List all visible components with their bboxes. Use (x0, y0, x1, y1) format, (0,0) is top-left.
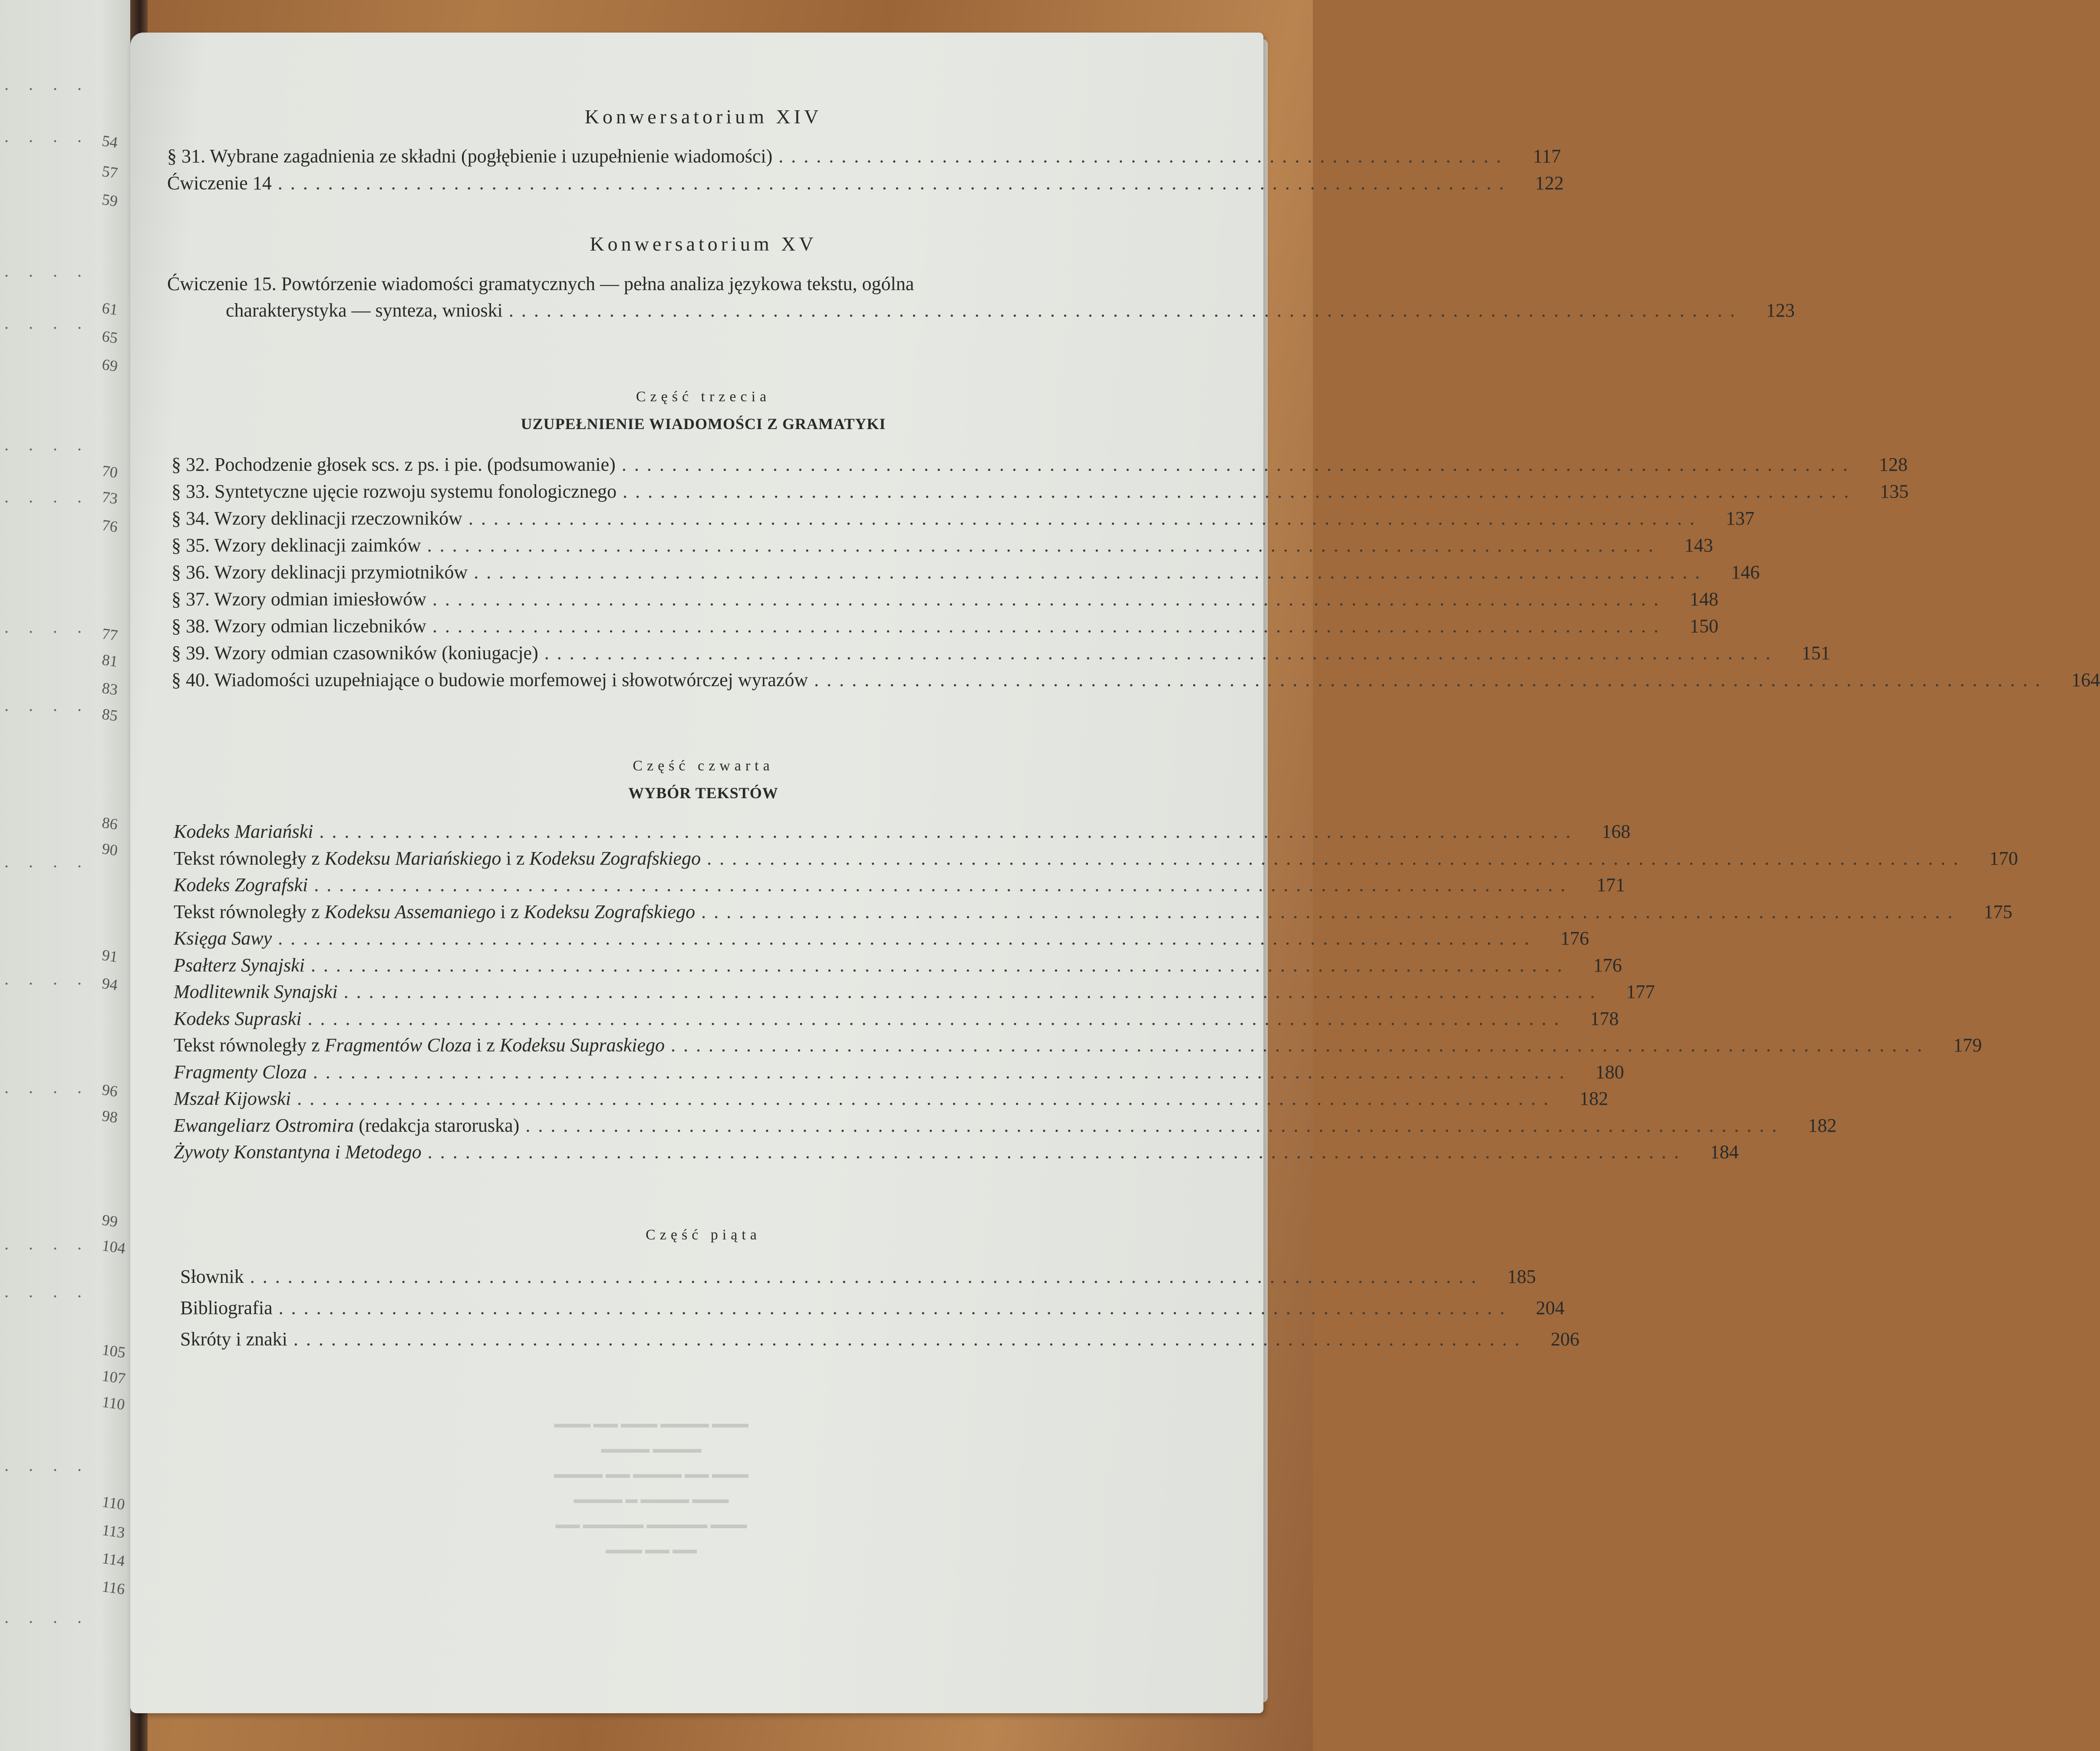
toc-entry-page: 150 (1689, 615, 1718, 637)
toc-entry-title: § 40. Wiadomości uzupełniające o budowie morfemowej i słowotwórczej wyrazów (171, 669, 808, 690)
toc-entry (171, 557, 1760, 583)
leader-dots: .................................................................................................... (278, 928, 1537, 949)
left-page-number: 99 (101, 1211, 119, 1231)
leader-dots: .................................................................................................. (623, 481, 1857, 502)
toc-entry-page: 122 (1535, 172, 1564, 194)
toc-entry-page: 123 (1766, 300, 1795, 321)
part-label-four: Część czwarta (633, 758, 774, 774)
leader-dots: .................................................................................................... (427, 1141, 1687, 1163)
left-page-number: 113 (101, 1521, 126, 1542)
toc-entry-page: 128 (1879, 454, 1908, 475)
left-page-number: 77 (101, 624, 119, 644)
leader-dots: .................................................................................................... (707, 847, 1966, 869)
toc-entry-title (174, 1008, 302, 1030)
leader-dots: .................................................................................................. (814, 669, 2048, 690)
toc-entry-title: § 38. Wzory odmian liczebników (171, 615, 426, 637)
toc-entry-title: § 36. Wzory deklinacji przymiotników (171, 562, 468, 583)
italic-title-segment: Psałterz Synajski (174, 954, 305, 976)
leader-dots: . . . . (4, 1282, 89, 1301)
leader-dots: . . . . (4, 1077, 89, 1097)
show-through-imprint: ▬▬▬ ▬▬▬▬ ▬▬▬ ▬▬ ▬▬▬ ▬▬▬▬ ▬▬▬▬ ▬▬▬ ▬▬ ▬▬▬▬ ▬▬ ▬▬▬▬ ▬▬▬ ▬▬▬▬ ▬ ▬▬▬▬ ▬▬▬ ▬▬▬▬▬ ▬▬▬▬▬ ▬▬ ▬▬ ▬▬ ▬▬▬ (554, 1417, 748, 1556)
toc-entry (171, 611, 1718, 637)
toc-entry-title (174, 820, 313, 842)
toc-entry (180, 1262, 1536, 1288)
toc-entry (180, 1324, 1579, 1350)
title-segment: i z (495, 901, 524, 922)
left-page (0, 0, 135, 1751)
leader-dots: .................................................................................................. (250, 1266, 1484, 1287)
toc-entry (180, 1293, 1565, 1319)
left-page-number: 54 (101, 132, 119, 152)
italic-title-segment: Kodeks Mariański (174, 821, 313, 842)
italic-title-segment: Mszał Kijowski (174, 1088, 291, 1109)
toc-entry-page: 182 (1579, 1088, 1609, 1109)
toc-entry-title: Ćwiczenie 14 (167, 172, 272, 194)
leader-dots: .................................................................................................. (544, 642, 1778, 664)
toc-entry (171, 503, 1754, 529)
title-segment: Tekst równoległy z (174, 847, 325, 869)
leader-dots: . . . . (4, 261, 89, 281)
toc-entry-page: 170 (1989, 847, 2018, 869)
title-segment: i z (471, 1034, 500, 1056)
toc-entry (171, 476, 1909, 502)
left-page-number: 73 (101, 488, 119, 508)
leader-dots: . . . . (4, 126, 89, 146)
toc-entry (167, 168, 1564, 194)
toc-entry-title: § 31. Wybrane zagadnienia ze składni (pogłębienie i uzupełnienie wiadomości) (167, 145, 773, 167)
leader-dots: .................................................................................................... (307, 1008, 1567, 1029)
toc-entry-page: 143 (1684, 535, 1713, 556)
toc-entry (171, 584, 1718, 610)
left-page-number: 85 (101, 705, 119, 725)
italic-title-segment: Modlitewnik Synajski (174, 981, 338, 1002)
toc-entry (174, 1004, 1619, 1030)
toc-entry-title (174, 901, 695, 923)
leader-dots: .................................................................................................. (432, 588, 1666, 610)
leader-dots: . . . . (4, 1455, 89, 1475)
toc-entry-page: 171 (1596, 874, 1625, 895)
left-page-number: 98 (101, 1107, 119, 1127)
toc-entry (174, 1084, 1609, 1110)
toc-entry-page: 148 (1690, 588, 1718, 610)
toc-entry-page: 135 (1880, 481, 1909, 502)
toc-entry-title: Bibliografia (180, 1297, 273, 1318)
leader-dots: .................................................................................................... (525, 1114, 1785, 1136)
left-page-number: 105 (101, 1341, 127, 1361)
leader-dots: .................................................................................................. (293, 1328, 1527, 1350)
toc-entry (171, 530, 1713, 556)
italic-title-segment: Księga Sawy (174, 928, 272, 949)
left-page-number: 69 (101, 355, 119, 375)
left-page-number: 61 (101, 299, 119, 319)
toc-entry-title-continued: charakterystyka — synteza, wnioski (226, 300, 503, 321)
leader-dots: .................................................................................................... (343, 981, 1603, 1002)
leader-dots: .................................................................................................... (319, 821, 1579, 842)
italic-title-segment: Kodeksu Supraskiego (499, 1034, 665, 1056)
left-page-number: 81 (101, 651, 119, 671)
left-page-number: 59 (101, 190, 119, 210)
toc-entry (174, 950, 1622, 976)
toc-entry-title (174, 981, 338, 1003)
left-page-number: 114 (101, 1549, 126, 1570)
part-title-four: WYBÓR TEKSTÓW (628, 784, 778, 802)
toc-entry-page: 177 (1626, 981, 1655, 1002)
toc-entry (174, 1137, 1739, 1163)
toc-entry-page: 176 (1593, 954, 1622, 976)
toc-entry-page: 146 (1731, 562, 1760, 583)
leader-dots: . . . . (4, 695, 89, 715)
left-page-number: 76 (101, 516, 119, 536)
toc-entry (174, 843, 2018, 869)
toc-entry-title: § 39. Wzory odmian czasowników (koniugacje) (171, 642, 538, 664)
toc-entry-page: 178 (1590, 1008, 1619, 1029)
toc-entry-title (174, 847, 701, 869)
left-page-number: 116 (101, 1577, 126, 1598)
left-page-number: 104 (101, 1236, 127, 1257)
toc-entry-title: § 37. Wzory odmian imiesłowów (171, 588, 426, 610)
leader-dots: .................................................................................................... (313, 1061, 1572, 1083)
italic-title-segment: Żywoty Konstantyna i Metodego (174, 1141, 422, 1163)
part-title-three: UZUPEŁNIENIE WIADOMOŚCI Z GRAMATYKI (521, 415, 886, 433)
leader-dots: .................................................................................................. (468, 508, 1702, 529)
toc-entry-title: § 34. Wzory deklinacji rzeczowników (171, 508, 462, 529)
toc-entry-page: 179 (1953, 1034, 1982, 1056)
left-page-number: 91 (101, 946, 119, 966)
toc-entry-page: 184 (1710, 1141, 1739, 1163)
italic-title-segment: Fragmenty Cloza (174, 1061, 307, 1083)
italic-title-segment: Kodeksu Zografskiego (529, 847, 701, 869)
toc-entry-title (174, 954, 305, 976)
section-heading-xv: Konwersatorium XV (590, 233, 817, 255)
toc-entry-title (174, 1087, 291, 1110)
leader-dots: . . . . (4, 74, 89, 94)
part-label-five: Część piąta (646, 1227, 761, 1243)
leader-dots: . . . . (4, 852, 89, 871)
leader-dots: .......................................................... (778, 145, 1509, 167)
leader-dots: .................................................................................................. (427, 535, 1661, 556)
toc-entry-title (174, 1141, 422, 1163)
left-page-number: 107 (101, 1367, 127, 1388)
toc-entry-page: 168 (1602, 821, 1631, 842)
left-page-number: 70 (101, 462, 119, 482)
leader-dots: . . . . (4, 1607, 89, 1627)
toc-entry-title: Ćwiczenie 15. Powtórzenie wiadomości gramatycznych — pełna analiza językowa tekstu, ogólna (167, 273, 914, 294)
toc-entry (171, 449, 1908, 476)
toc-entry (174, 923, 1589, 949)
left-page-number: 110 (101, 1393, 126, 1414)
leader-dots: .................................................................................................. (432, 615, 1666, 637)
left-page-number: 57 (101, 162, 119, 182)
leader-dots: .................................................................................................... (314, 874, 1573, 895)
toc-entry-title: Skróty i znaki (180, 1328, 287, 1350)
toc-entry-title (174, 1061, 307, 1083)
toc-entry-title: § 32. Pochodzenie głosek scs. z ps. i pie. (podsumowanie) (171, 454, 616, 475)
italic-title-segment: Kodeksu Zografskiego (524, 901, 696, 922)
italic-title-segment: Ewangeliarz Ostromira (174, 1114, 354, 1136)
leader-dots: .................................................................................................... (701, 901, 1961, 922)
leader-dots: . . . . (4, 969, 89, 988)
title-segment: (redakcja staroruska) (354, 1114, 520, 1136)
leader-dots: . . . . (4, 617, 89, 637)
toc-entry (171, 665, 2100, 691)
left-page-number: 110 (101, 1493, 126, 1513)
toc-entry-page: 117 (1533, 145, 1561, 167)
leader-dots: . . . . (4, 487, 89, 506)
toc-entry (174, 897, 2013, 923)
title-segment: i z (501, 847, 530, 869)
left-page-number: 94 (101, 974, 119, 994)
leader-dots: . . . . (4, 313, 89, 333)
toc-entry-page: 176 (1560, 928, 1589, 949)
toc-entry (174, 816, 1631, 842)
title-segment: Tekst równoległy z (174, 1034, 325, 1056)
section-heading-xiv: Konwersatorium XIV (584, 106, 822, 128)
leader-dots: . . . . (4, 1234, 89, 1253)
toc-entry (174, 870, 1625, 896)
toc-entry-page: 164 (2071, 669, 2100, 690)
toc-entry (167, 141, 1561, 167)
toc-entry-page: 204 (1536, 1297, 1565, 1318)
toc-entry-title: § 35. Wzory deklinacji zaimków (171, 535, 421, 556)
leader-dots: .................................................................................................. (278, 1297, 1513, 1318)
toc-entry (174, 977, 1655, 1003)
toc-entry-page: 151 (1801, 642, 1830, 664)
left-page-number: 96 (101, 1080, 119, 1100)
toc-entry-page: 182 (1808, 1114, 1837, 1136)
italic-title-segment: Kodeks Supraski (174, 1008, 302, 1029)
leader-dots: .................................................................................................. (474, 562, 1708, 583)
toc-entry-title (174, 874, 308, 896)
toc-entry-title (174, 927, 272, 949)
toc-entry (174, 1030, 1982, 1056)
left-page-number: 65 (101, 327, 119, 347)
leader-dots: . . . . (4, 435, 89, 454)
leader-dots: .................................................................................................... (297, 1088, 1556, 1109)
leader-dots: .................................................................................................... (671, 1034, 1930, 1056)
left-page-number: 86 (101, 813, 119, 833)
italic-title-segment: Kodeks Zografski (174, 874, 308, 895)
leader-dots: .................................................................................................. (508, 300, 1743, 321)
left-page-number: 90 (101, 839, 119, 859)
toc-entry-page: 175 (1984, 901, 2013, 922)
italic-title-segment: Kodeksu Assemaniego (324, 901, 496, 922)
toc-entry-title (174, 1034, 665, 1056)
toc-entry-page: 137 (1725, 508, 1754, 529)
left-page-number: 83 (101, 679, 119, 699)
toc-entry (226, 295, 1795, 321)
toc-entry-title: § 33. Syntetyczne ujęcie rozwoju systemu fonologicznego (171, 481, 617, 502)
italic-title-segment: Kodeksu Mariańskiego (324, 847, 501, 869)
toc-entry (171, 638, 1830, 664)
italic-title-segment: Fragmentów Cloza (324, 1034, 472, 1056)
toc-entry-page: 206 (1550, 1328, 1579, 1350)
toc-entry-title (174, 1114, 519, 1136)
leader-dots: .................................................................................................. (277, 172, 1512, 194)
title-segment: Tekst równoległy z (174, 901, 325, 922)
leader-dots: .................................................................................................. (621, 454, 1856, 475)
toc-entry-page: 180 (1595, 1061, 1624, 1083)
leader-dots: .................................................................................................... (310, 954, 1570, 976)
toc-entry (174, 1110, 1837, 1136)
part-label-three: Część trzecia (636, 389, 771, 405)
toc-entry-title: Słownik (180, 1266, 244, 1287)
toc-entry-page: 185 (1507, 1266, 1536, 1287)
toc-entry (174, 1057, 1624, 1083)
